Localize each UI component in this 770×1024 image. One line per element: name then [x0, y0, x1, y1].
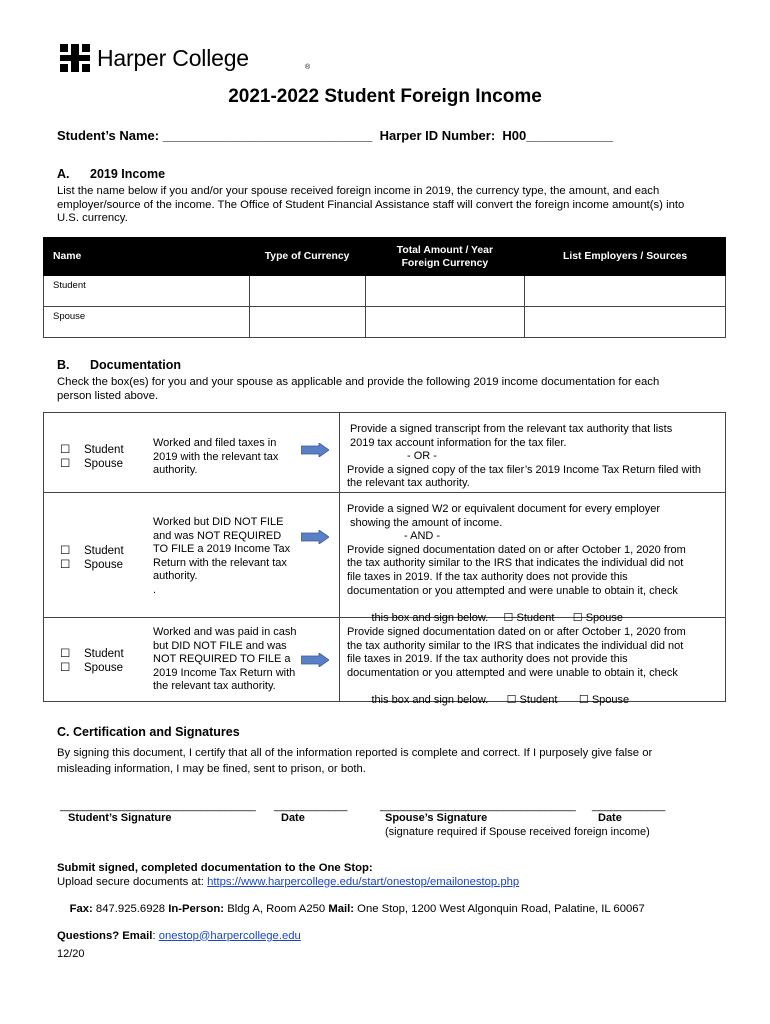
spouse-label: Spouse [591, 693, 630, 706]
doc-requirement: Provide signed documentation dated on or after October 1, 2020 from the tax authority similar to the IRS that indicates the individual did not file taxes in 2019. If the tax authority does not provide this documentation or you attempted and were unable to obtain it, check this box and sign below. ☐ Student ☐ Spouse [347, 626, 686, 706]
spouse-currency-cell[interactable] [249, 307, 365, 338]
col-header-name: Name [44, 238, 250, 276]
doc-desc: Worked and filed taxes in 2019 with the relevant tax authority. [153, 437, 279, 477]
doc-row-cash [44, 618, 725, 706]
student-label: Student [84, 545, 124, 557]
harper-logo-mark [60, 44, 90, 72]
logo-text: Harper College [97, 44, 249, 71]
doc-requirement: Provide a signed W2 or equivalent document for every employer showing the amount of income. - AND - Provide signed documentation dated on or after October 1, 2020 from the tax authority similar to the IRS that indicates the individual did not file taxes in 2019. If the tax authority does not provide this documentation or you attempted and were unable to obtain it, check this box and sign below. ☐ Student ☐ Spouse [347, 503, 686, 624]
student-date-line[interactable]: ____________ [274, 800, 348, 812]
student-date-label: Date [281, 812, 305, 824]
student-label: Student [84, 648, 124, 660]
spouse-checkbox-cash-sign[interactable]: ☐ [578, 693, 589, 706]
section-b-instructions: Check the box(es) for you and your spouse as applicable and provide the following 2019 income documentation for each person listed above. [57, 376, 660, 402]
spouse-signature-line[interactable]: ________________________________ [380, 800, 576, 812]
student-amount-cell[interactable] [365, 276, 525, 307]
row-label-student: Student [44, 276, 250, 307]
harper-logo [60, 44, 311, 72]
table-row [44, 307, 726, 338]
spouse-label: Spouse [84, 559, 124, 571]
student-signature-label: Student’s Signature [68, 812, 172, 824]
student-checkbox-not-filed[interactable]: ☐ [60, 545, 71, 557]
doc-requirement: Provide a signed transcript from the relevant tax authority that lists 2019 tax account information for the tax filer. - OR - Provide a signed copy of the tax filer’s 2019 Income Tax Return filed with the relevant tax authority. [347, 423, 702, 490]
section-a-instructions: List the name below if you and/or your spouse received foreign income in 2019, the currency type, the amount, and each employer/source of the income. The Office of Student Financial Assistance staff will convert the foreign income amount(s) into U.S. currency. [57, 185, 685, 224]
student-label: Student [516, 611, 555, 624]
email-link[interactable]: onestop@harpercollege.edu [158, 929, 301, 942]
spouse-checkbox-filed[interactable]: ☐ [60, 458, 71, 470]
student-checkbox-cash[interactable]: ☐ [60, 648, 71, 660]
page-title: 2021-2022 Student Foreign Income [228, 86, 542, 107]
spouse-signature-note: (signature required if Spouse received foreign income) [385, 826, 650, 838]
doc-desc: Worked but DID NOT FILE and was NOT REQUIRED TO FILE a 2019 Income Tax Return with the relevant tax authority. . [153, 516, 291, 596]
col-header-employers: List Employers / Sources [525, 238, 726, 276]
student-label: Student [84, 444, 124, 456]
upload-link[interactable]: https://www.harpercollege.edu/start/onestop/emailonestop.php [207, 875, 520, 888]
student-signature-line[interactable]: ________________________________ [60, 800, 256, 812]
section-a-letter: A. [57, 167, 70, 181]
col-header-total-amount: Total Amount / Year Foreign Currency [365, 238, 525, 276]
spouse-checkbox-cash[interactable]: ☐ [60, 662, 71, 674]
doc-desc: Worked and was paid in cash but DID NOT FILE and was NOT REQUIRED TO FILE a 2019 Income Tax Return with the relevant tax authority. [153, 626, 297, 693]
spouse-checkbox-no-doc[interactable]: ☐ [572, 611, 583, 624]
student-label: Student [519, 693, 558, 706]
arrow-right-icon [301, 653, 329, 667]
col-header-currency: Type of Currency [249, 238, 365, 276]
documentation-table [43, 412, 726, 706]
student-name-id-line[interactable]: Student’s Name: _____________________________ Harper ID Number: H00____________ [57, 128, 614, 143]
student-currency-cell[interactable] [249, 276, 365, 307]
spouse-date-line[interactable]: ____________ [592, 800, 666, 812]
spouse-signature-label: Spouse’s Signature [385, 812, 488, 824]
table-row [44, 276, 726, 307]
student-employers-cell[interactable] [525, 276, 726, 307]
foreign-income-table [43, 237, 726, 338]
spouse-checkbox-not-filed[interactable]: ☐ [60, 559, 71, 571]
arrow-right-icon [301, 443, 329, 457]
student-checkbox-no-doc[interactable]: ☐ [503, 611, 514, 624]
certification-text: By signing this document, I certify that all of the information reported is complete and correct. If I purposely give false or misleading information, I may be fined, sent to prison, or both. [57, 747, 653, 775]
student-checkbox-cash-sign[interactable]: ☐ [506, 693, 517, 706]
section-c-heading: C. Certification and Signatures [57, 725, 240, 739]
spouse-label: Spouse [84, 662, 124, 674]
submit-instructions: Submit signed, completed documentation to the One Stop: [57, 862, 373, 874]
row-label-spouse: Spouse [44, 307, 250, 338]
section-b-heading: Documentation [90, 358, 181, 372]
doc-row-filed [44, 413, 725, 493]
arrow-right-icon [301, 530, 329, 544]
form-revision-date: 12/20 [57, 948, 85, 960]
doc-row-not-filed [44, 493, 725, 624]
registered-mark: ® [305, 64, 311, 71]
student-checkbox-filed[interactable]: ☐ [60, 444, 71, 456]
spouse-label: Spouse [84, 458, 124, 470]
spouse-date-label: Date [598, 812, 622, 824]
spouse-amount-cell[interactable] [365, 307, 525, 338]
spouse-employers-cell[interactable] [525, 307, 726, 338]
spouse-label: Spouse [585, 611, 623, 624]
section-a-heading: 2019 Income [90, 167, 166, 181]
section-b-letter: B. [57, 358, 70, 372]
submission-info: Submit signed, completed documentation to the One Stop: Upload secure documents at: https://www.harpercollege.edu/start/onestop/emailonestop.php Fax: 847.925.6928 In-Person: Bldg A, Room A250 Mail: One Stop, 1200 West Algonquin Road, Palatine, IL 60067 Questions? Email: onestop@harpercollege.edu [57, 862, 645, 942]
